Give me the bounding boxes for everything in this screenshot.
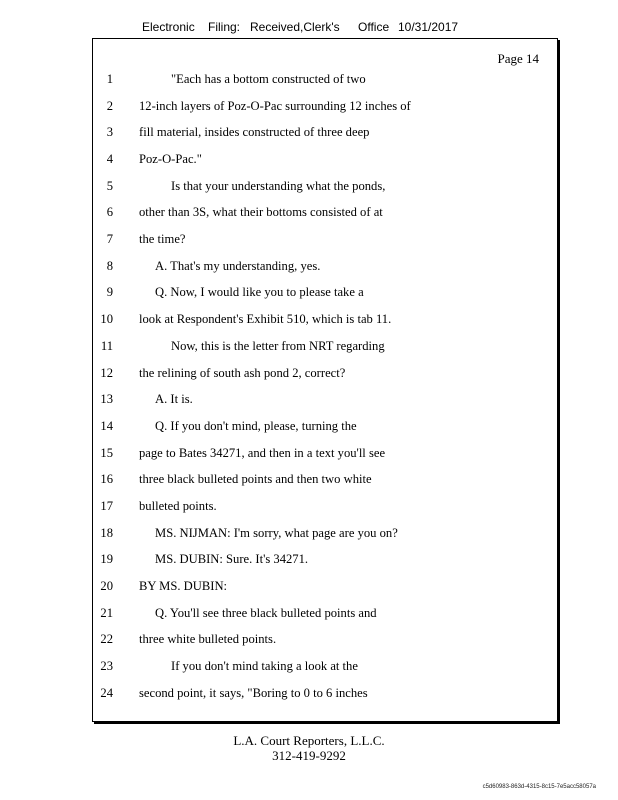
transcript-line — [93, 446, 557, 466]
line-number: 14 — [100, 419, 113, 433]
line-text: A. That's my understanding, yes. — [155, 259, 321, 273]
header-received: Received,Clerk's — [250, 20, 340, 34]
transcript-page — [92, 38, 558, 722]
line-text: Is that your understanding what the ponds, — [171, 179, 386, 193]
line-number: 4 — [106, 152, 113, 166]
line-number: 18 — [100, 526, 113, 540]
transcript-line — [93, 205, 557, 225]
transcript-line — [93, 125, 557, 145]
transcript-line — [93, 72, 557, 92]
header-filing: Filing: — [208, 20, 241, 34]
transcript-line — [93, 99, 557, 119]
line-text: Now, this is the letter from NRT regarding — [171, 339, 385, 353]
line-number: 22 — [100, 632, 113, 646]
line-number: 21 — [100, 606, 113, 620]
line-text: bulleted points. — [139, 499, 217, 513]
line-text: the time? — [139, 232, 186, 246]
line-text: Q. You'll see three black bulleted points and — [155, 606, 377, 620]
page-number: Page 14 — [497, 51, 539, 66]
line-text: BY MS. DUBIN: — [139, 579, 228, 593]
line-text: 12-inch layers of Poz-O-Pac surrounding 12 inches of — [139, 99, 411, 113]
line-number: 8 — [106, 259, 113, 273]
line-number: 20 — [100, 579, 113, 593]
line-number: 11 — [100, 339, 113, 353]
line-number: 5 — [106, 179, 113, 193]
transcript-line — [93, 552, 557, 572]
transcript-line — [93, 339, 557, 359]
footer-phone: 312-419-9292 — [272, 748, 346, 763]
transcript-line — [93, 312, 557, 332]
line-text: three black bulleted points and then two white — [139, 472, 372, 486]
line-number: 9 — [106, 285, 113, 299]
line-number: 3 — [106, 125, 113, 139]
transcript-line — [93, 179, 557, 199]
header-office: Office — [358, 20, 390, 34]
line-number: 15 — [100, 446, 113, 460]
line-text: the relining of south ash pond 2, correct? — [139, 366, 346, 380]
transcript-line — [93, 659, 557, 679]
header-date: 10/31/2017 — [398, 20, 459, 34]
line-number: 17 — [100, 499, 113, 513]
line-number: 19 — [100, 552, 113, 566]
line-text: other than 3S, what their bottoms consisted of at — [139, 205, 383, 219]
line-text: If you don't mind taking a look at the — [171, 659, 358, 673]
transcript-line — [93, 259, 557, 279]
line-text: "Each has a bottom constructed of two — [171, 72, 366, 86]
line-text: second point, it says, "Boring to 0 to 6 inches — [139, 686, 368, 700]
line-number: 10 — [100, 312, 113, 326]
transcript-line — [93, 499, 557, 519]
document-hash: c5d60983-863d-4315-8c15-7e5acc58057a — [482, 784, 596, 790]
transcript-line — [93, 632, 557, 652]
line-number: 7 — [106, 232, 113, 246]
transcript-line — [93, 392, 557, 412]
filing-header — [0, 20, 618, 36]
line-text: MS. DUBIN: Sure. It's 34271. — [155, 552, 309, 566]
line-text: MS. NIJMAN: I'm sorry, what page are you on? — [155, 526, 398, 540]
line-number: 1 — [106, 72, 113, 86]
line-text: look at Respondent's Exhibit 510, which is tab 11. — [139, 312, 392, 326]
line-text: Q. Now, I would like you to please take a — [155, 285, 364, 299]
line-number: 12 — [100, 366, 113, 380]
line-number: 13 — [100, 392, 113, 406]
line-text: A. It is. — [155, 392, 193, 406]
line-text: page to Bates 34271, and then in a text you'll see — [139, 446, 386, 460]
line-text: three white bulleted points. — [139, 632, 277, 646]
line-number: 16 — [100, 472, 113, 486]
transcript-line — [93, 366, 557, 386]
header-electronic: Electronic — [142, 20, 195, 34]
transcript-line — [93, 606, 557, 626]
transcript-line — [93, 232, 557, 252]
footer-company: L.A. Court Reporters, L.L.C. — [233, 733, 385, 748]
line-number: 2 — [106, 99, 113, 113]
transcript-line — [93, 419, 557, 439]
transcript-line — [93, 686, 557, 706]
line-text: fill material, insides constructed of three deep — [139, 125, 370, 139]
transcript-line — [93, 285, 557, 305]
line-number: 24 — [100, 686, 113, 700]
transcript-line — [93, 526, 557, 546]
line-number: 23 — [100, 659, 113, 673]
line-text: Poz-O-Pac." — [139, 152, 202, 166]
line-text: Q. If you don't mind, please, turning the — [155, 419, 357, 433]
transcript-line — [93, 152, 557, 172]
transcript-line — [93, 579, 557, 599]
transcript-line — [93, 472, 557, 492]
line-number: 6 — [106, 205, 113, 219]
